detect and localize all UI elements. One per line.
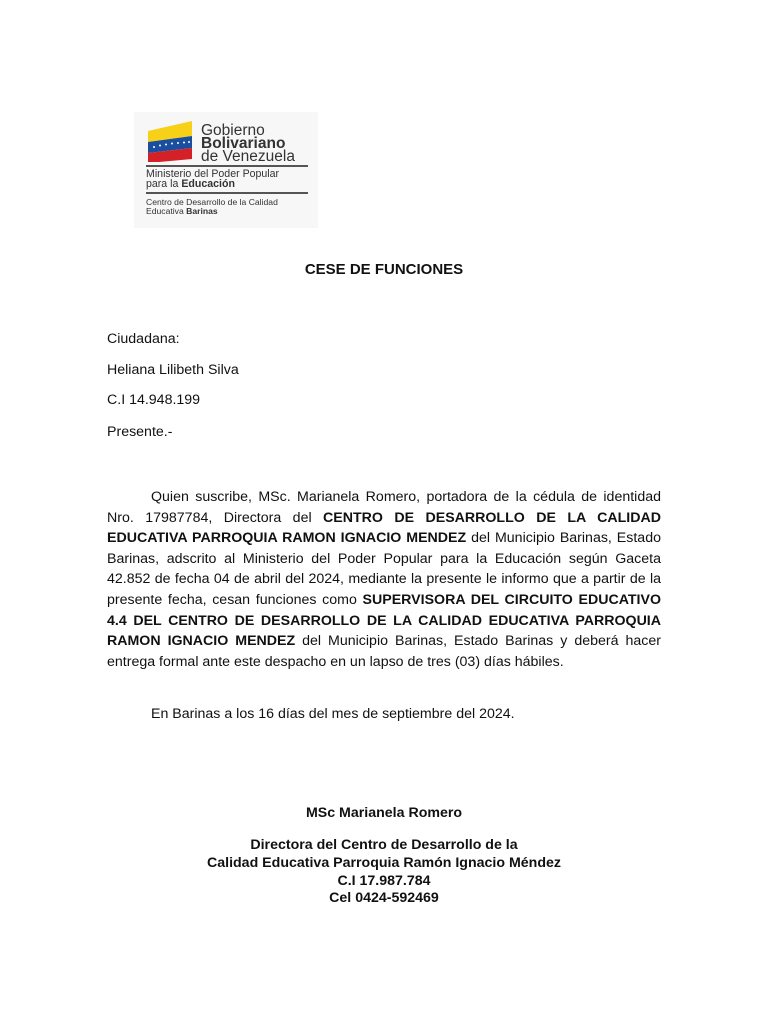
venezuela-flag-icon <box>146 118 196 162</box>
recipient-salutation: Ciudadana: <box>107 331 180 347</box>
signature-phone: Cel 0424-592469 <box>329 890 439 906</box>
body-text-position: SUPERVISORA DEL CIRCUITO EDUCATIVO 4.4 DEL CENTRO DE DESARROLLO DE LA CALIDAD EDUCATIVA PARROQUIA RAMON IGNACIO MENDEZ <box>107 591 662 650</box>
document-title: CESE DE FUNCIONES <box>304 261 464 278</box>
signature-role-line2: Calidad Educativa Parroquia Ramón Ignacio Méndez <box>207 855 561 871</box>
ministry-logo <box>134 112 318 228</box>
logo-ministry-bold: Educación <box>181 178 235 190</box>
logo-center-prefix: Educativa <box>146 206 187 216</box>
logo-center-barinas <box>146 207 218 216</box>
body-text-center-name: CENTRO DE DESARROLLO DE LA CALIDAD EDUCATIVA PARROQUIA RAMON IGNACIO MENDEZ <box>107 509 661 547</box>
recipient-id: C.I 14.948.199 <box>107 392 201 408</box>
logo-divider <box>146 192 308 194</box>
signature-name: MSc Marianela Romero <box>305 805 463 821</box>
body-text-e: del Municipio Barinas, Estado Barinas y deberá hacer entrega formal ante este despacho en un lapso de tres (03) días hábiles. <box>107 633 661 670</box>
logo-bolivariano: Bolivariano <box>201 135 286 152</box>
signature-role-line1: Directora del Centro de Desarrollo de la <box>250 837 518 853</box>
signature-id: C.I 17.987.784 <box>337 873 431 889</box>
closing-date-line: En Barinas a los 16 días del mes de septiembre del 2024. <box>151 706 515 722</box>
body-text-a: Quien suscribe, MSc. Marianela Romero, portadora de la cédula de identidad Nro. 17987784, Directora del <box>107 489 661 526</box>
logo-gobierno: Gobierno <box>201 122 265 139</box>
body-paragraph <box>107 487 661 672</box>
body-text-c: del Municipio Barinas, Estado Barinas, adscrito al Ministerio del Poder Popular para la Educación según Gaceta 42.852 de fecha 04 de abril del 2024, mediante la presente le informo que a partir de la presente fecha, cesan funciones como <box>107 530 661 608</box>
logo-ministry-education <box>146 179 235 190</box>
logo-ministry: Ministerio del Poder Popular <box>146 168 280 180</box>
logo-divider <box>146 165 308 167</box>
recipient-presente: Presente.- <box>107 424 173 440</box>
logo-ministry-para: para la <box>146 178 182 190</box>
recipient-name: Heliana Lilibeth Silva <box>107 362 239 378</box>
logo-center: Centro de Desarrollo de la Calidad <box>146 197 278 207</box>
logo-venezuela: de Venezuela <box>201 148 295 165</box>
logo-center-bold: Barinas <box>186 206 218 216</box>
